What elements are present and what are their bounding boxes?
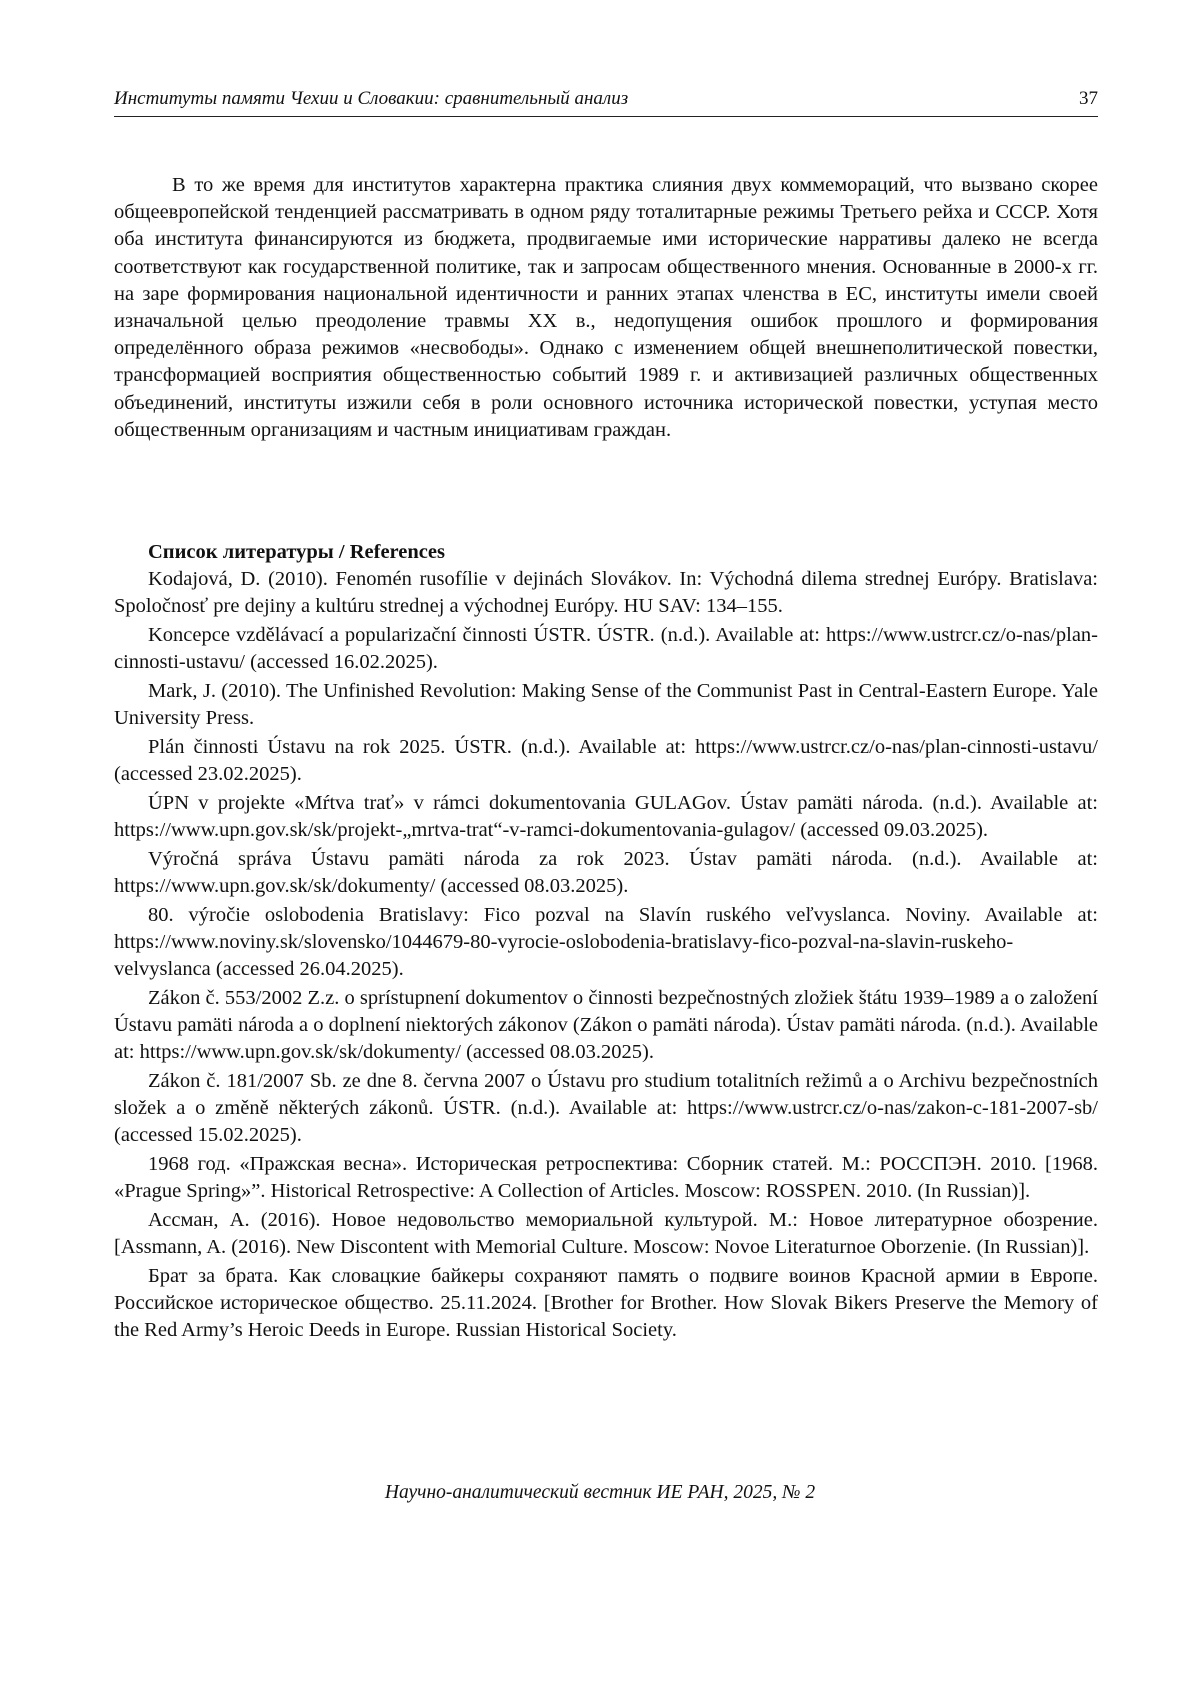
reference-item: Брат за брата. Как словацкие байкеры сохраняют память о подвиге воинов Красной армии в Европе. Российское историческое общество. 25.11.2024. [Brother for Brother. How Slovak Bikers Preserve the Memory of the Red Army’s Heroic Deeds in Europe. Russian Historical Society. (114, 1264, 1098, 1342)
references-section (114, 539, 1098, 1346)
reference-item: Zákon č. 181/2007 Sb. ze dne 8. června 2007 o Ústavu pro studium totalitních režimů a o Archivu bezpečnostních složek a o změně některých zákonů. ÚSTR. (n.d.). Available at: https://www.ustrcr.cz/o-nas/zakon-c-181-2007-sb/ (accessed 15.02.2025). (114, 1069, 1098, 1147)
running-header (114, 84, 1098, 117)
reference-item: 1968 год. «Пражская весна». Историческая ретроспектива: Сборник статей. М.: РОССПЭН. 2010. [1968. «Prague Spring»”. Historical Retrospective: A Collection of Articles. Moscow: ROSSPEN. 2010. (In Russian)]. (114, 1152, 1098, 1203)
page-number: 37 (1079, 88, 1098, 109)
body-text (114, 172, 1098, 444)
reference-item: Mark, J. (2010). The Unfinished Revolution: Making Sense of the Communist Past in Central-Eastern Europe. Yale University Press. (114, 680, 1098, 730)
reference-item: Ассман, А. (2016). Новое недовольство мемориальной культурой. М.: Новое литературное обозрение. [Assmann, A. (2016). New Discontent with Memorial Culture. Moscow: Novoe Literaturnoe Oborzenie. (In Russian)]. (114, 1208, 1098, 1259)
reference-item: Zákon č. 553/2002 Z.z. o sprístupnení dokumentov o činnosti bezpečnostných zložiek štátu 1939–1989 a o založení Ústavu pamäti národa a o doplnení niektorých zákonov (Zákon o pamäti národa). Ústav pamäti národa. (n.d.). Available at: https://www.upn.gov.sk/sk/dokumenty/ (accessed 08.03.2025). (114, 986, 1098, 1064)
running-footer: Научно-аналитический вестник ИЕ РАН, 2025, № 2 (384, 1482, 816, 1503)
reference-item: Kodajová, D. (2010). Fenomén rusofílie v dejinách Slovákov. In: Východná dilema strednej Európy. Bratislava: Spoločnosť pre dejiny a kultúru strednej a východnej Európy. HU SAV: 134–155. (114, 568, 1098, 618)
reference-item: ÚPN v projekte «Mŕtva trať» v rámci dokumentovania GULAGov. Ústav pamäti národa. (n.d.). Available at: https://www.upn.gov.sk/sk/projekt-„mrtva-trat“-v-ramci-dokumentovania-gulagov/ (accessed 09.03.2025). (114, 791, 1098, 842)
running-header-title: Институты памяти Чехии и Словакии: сравнительный анализ (114, 88, 629, 109)
reference-item: 80. výročie oslobodenia Bratislavy: Fico pozval na Slavín ruského veľvyslanca. Noviny. Available at: https://www.noviny.sk/slovensko/1044679-80-vyrocie-oslobodenia-bratislavy-fico-pozval-na-slavin-ruskeho-velvyslanca (accessed 26.04.2025). (114, 903, 1098, 981)
body-paragraph: В то же время для институтов характерна практика слияния двух коммемораций, что вызвано скорее общеевропейской тенденцией рассматривать в одном ряду тоталитарные режимы Третьего рейха и СССР. Хотя оба института финансируются из бюджета, продвигаемые ими исторические нарративы далеко не всегда соответствуют как государственной политике, так и запросам общественного мнения. Основанные в 2000-х гг. на заре формирования национальной идентичности и ранних этапах членства в ЕС, институты имели своей изначальной целью преодоление травмы XX в., недопущения ошибок прошлого и формирования определённого образа режимов «несвободы». Однако с изменением общей внешнеполитической повестки, трансформацией восприятия общественностью событий 1989 г. и активизацией различных общественных объединений, институты изжили себя в роли основного источника исторической повестки, уступая место общественным организациям и частным инициативам граждан. (114, 174, 1098, 441)
reference-item: Plán činnosti Ústavu na rok 2025. ÚSTR. (n.d.). Available at: https://www.ustrcr.cz/o-nas/plan-cinnosti-ustavu/ (accessed 23.02.2025). (114, 735, 1098, 786)
references-list (114, 566, 1098, 1344)
reference-item: Koncepce vzdělávací a popularizační činnosti ÚSTR. ÚSTR. (n.d.). Available at: https://www.ustrcr.cz/o-nas/plan-cinnosti-ustavu/ (accessed 16.02.2025). (114, 624, 1098, 674)
reference-item: Výročná správa Ústavu pamäti národa za rok 2023. Ústav pamäti národa. (n.d.). Available at: https://www.upn.gov.sk/sk/dokumenty/ (accessed 08.03.2025). (114, 847, 1098, 897)
references-heading: Список литературы / References (148, 541, 445, 563)
